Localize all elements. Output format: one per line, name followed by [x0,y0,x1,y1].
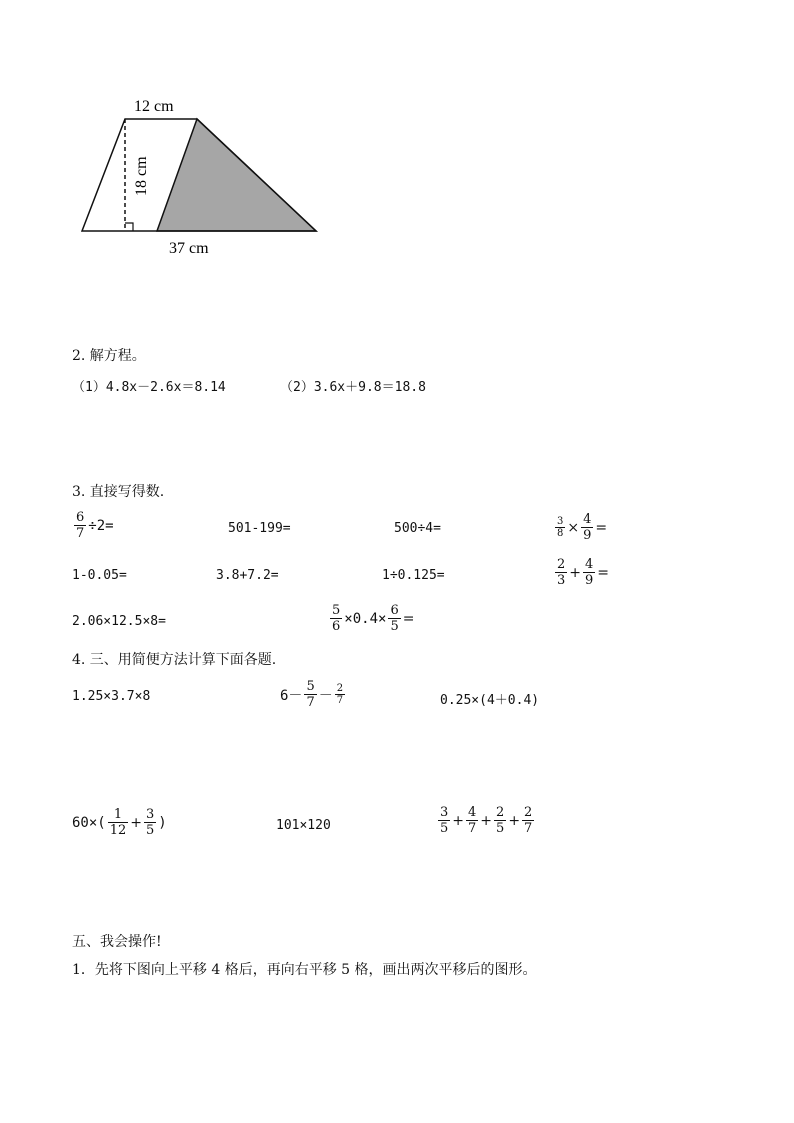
q2-title: 2. 解方程。 [72,348,146,364]
calc-b4: $\frac{2}{3}$ + $\frac{4}{9}$ = [557,557,610,588]
calc-a1: $\frac{6}{7}$ ÷2= [76,510,114,541]
shaded-triangle [157,119,316,231]
fraction: $\frac{2}{7}$ [336,683,344,706]
fraction: $\frac{3}{8}$ [557,516,564,539]
problem-3: 0.25×(4＋0.4) [440,693,540,708]
calc-b3: 1÷0.125= [382,568,445,583]
section5-q1: 1．先将下图向上平移 4 格后，再向右平移 5 格，画出两次平移后的图形。 [72,962,537,978]
fraction: $\frac{3}{5}$ [146,807,155,838]
fraction: $\frac{5}{7}$ [306,679,315,710]
equation-1: （1）4.8x－2.6x＝8.14 [72,380,226,395]
fraction: $\frac{4}{7}$ [468,805,477,836]
calc-a4: $\frac{3}{8}$ × $\frac{4}{9}$ = [557,512,608,543]
problem-2: 6－ $\frac{5}{7}$ － $\frac{2}{7}$ [280,679,344,710]
calc-a3: 500÷4= [394,521,441,536]
calc-c1: 2.06×12.5×8= [72,614,166,629]
equation-2: （2）3.6x＋9.8＝18.8 [280,380,426,395]
fraction: $\frac{4}{9}$ [583,512,592,543]
fraction: $\frac{1}{12}$ [109,807,127,838]
section5-title: 五、我会操作! [72,934,162,950]
fraction: $\frac{5}{6}$ [332,603,341,634]
problem-4: 60×( $\frac{1}{12}$ + $\frac{3}{5}$ ) [72,807,167,838]
top-length-label: 12 cm [134,98,174,115]
bottom-length-label: 37 cm [169,240,209,257]
fraction: $\frac{2}{3}$ [557,557,566,588]
trapezoid-figure [70,90,340,265]
height-label: 18 cm [133,156,150,196]
fraction: $\frac{6}{5}$ [390,603,399,634]
fraction: $\frac{3}{5}$ [440,805,449,836]
fraction: $\frac{2}{7}$ [524,805,533,836]
fraction: $\frac{2}{5}$ [496,805,505,836]
q4-title: 4. 三、用简便方法计算下面各题. [72,652,277,668]
fraction: $\frac{4}{9}$ [585,557,594,588]
calc-b2: 3.8+7.2= [216,568,279,583]
fraction: $\frac{6}{7}$ [76,510,85,541]
calc-b1: 1-0.05= [72,568,127,583]
problem-1: 1.25×3.7×8 [72,689,151,704]
calc-c2: $\frac{5}{6}$ ×0.4× $\frac{6}{5}$ = [332,603,415,634]
q3-title: 3. 直接写得数. [72,484,165,500]
calc-a2: 501-199= [228,521,291,536]
problem-5: 101×120 [276,818,331,833]
right-angle-mark [125,223,133,231]
problem-6: $\frac{3}{5}$ + $\frac{4}{7}$ + $\frac{2}{5}$ + $\frac{2}{7}$ [440,805,533,836]
